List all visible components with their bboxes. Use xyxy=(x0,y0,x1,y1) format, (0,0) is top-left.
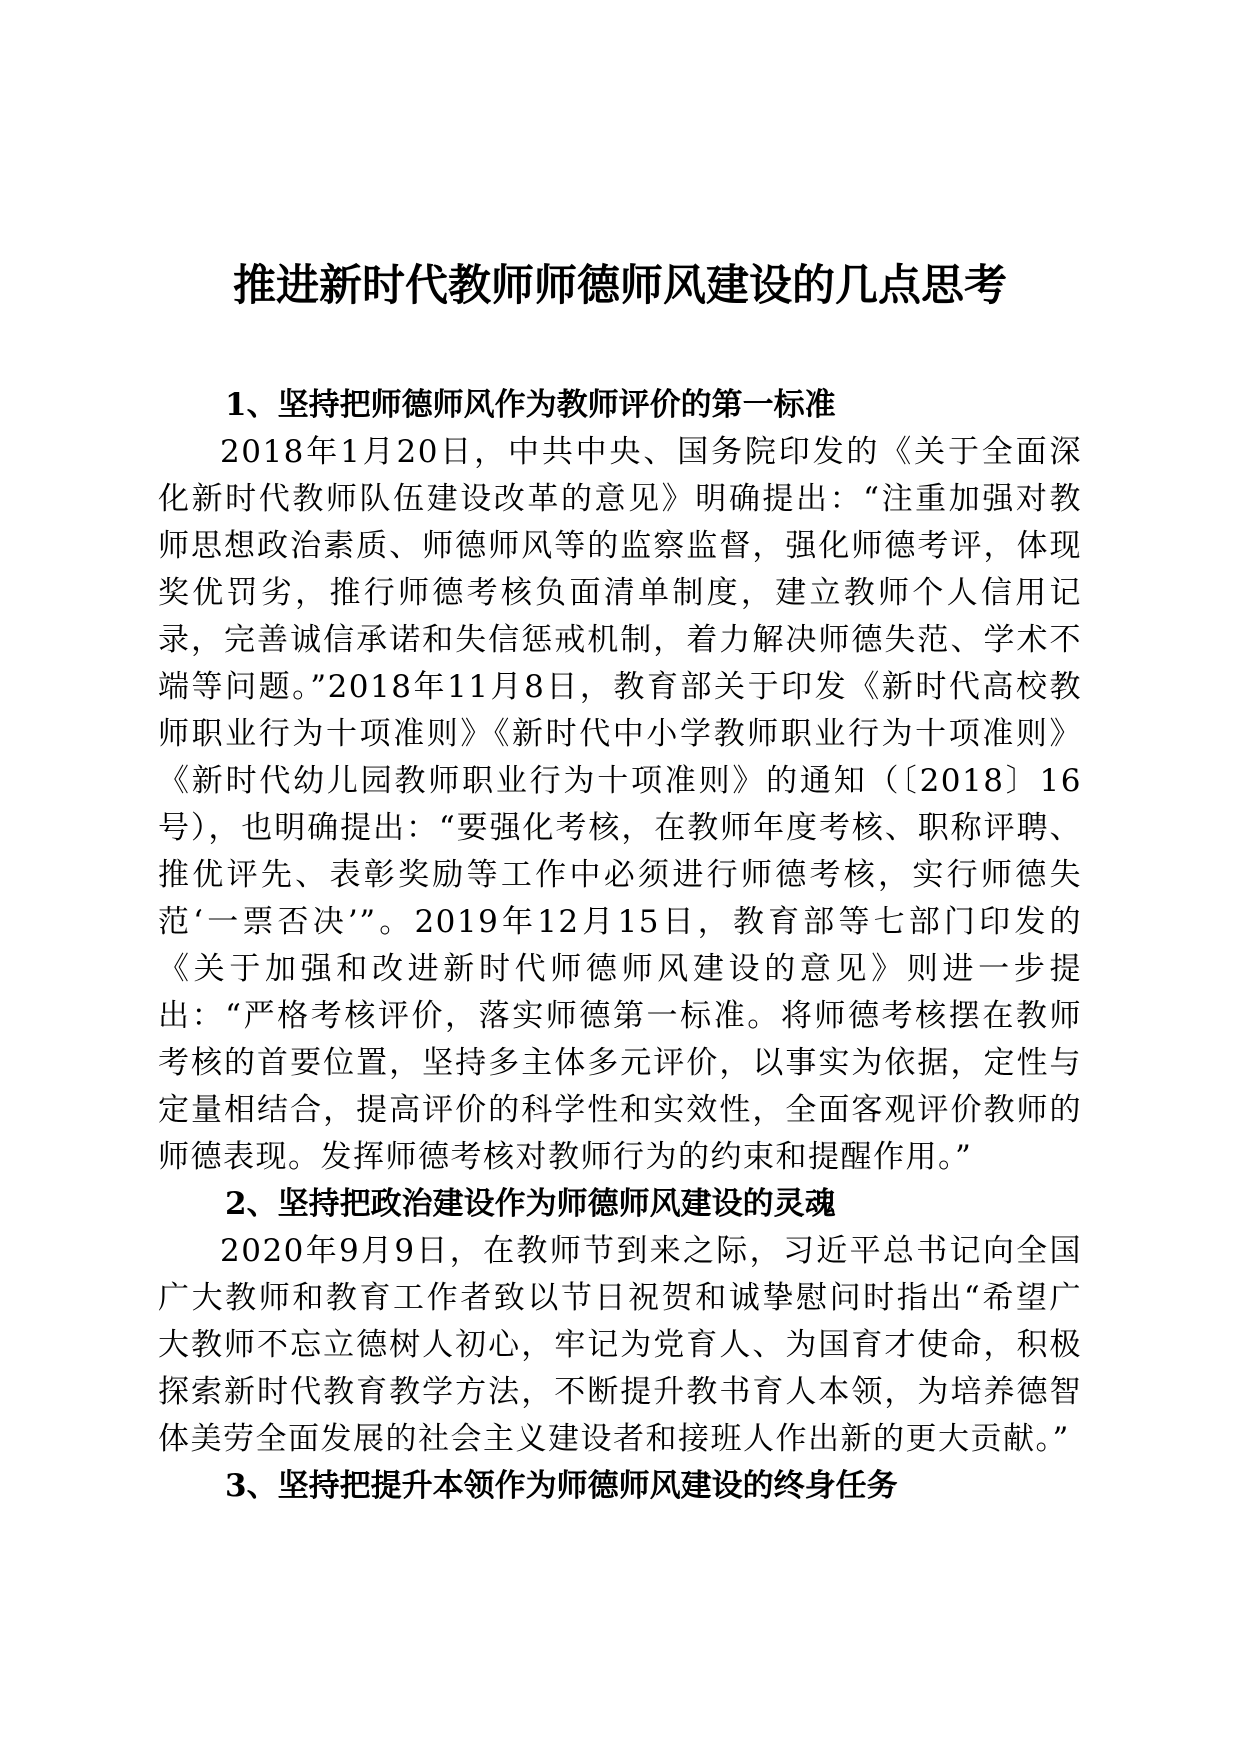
section-heading-3: 3、坚持把提升本领作为师德师风建设的终身任务 xyxy=(225,1468,898,1504)
section-heading-2: 2、坚持把政治建设作为师德师风建设的灵魂 xyxy=(225,1186,836,1222)
section-heading-1: 1、坚持把师德师风作为教师评价的第一标准 xyxy=(225,387,836,423)
document-body xyxy=(158,382,1082,1510)
document-title: 推进新时代教师师德师风建设的几点思考 xyxy=(233,261,1007,311)
section-paragraph-1: 2018年1月20日，中共中央、国务院印发的《关于全面深化新时代教师队伍建设改革的意见》明确提出：“注重加强对教师思想政治素质、师德师风等的监察监督，强化师德考评，体现奖优罚劣，推行师德考核负面清单制度，建立教师个人信用记录，完善诚信承诺和失信惩戒机制，着力解决师德失范、学术不端等问题。”2018年11月8日，教育部关于印发《新时代高校教师职业行为十项准则》《新时代中小学教师职业行为十项准则》《新时代幼儿园教师职业行为十项准则》的通知（〔2018〕16号），也明确提出：“要强化考核，在教师年度考核、职称评聘、推优评先、表彰奖励等工作中必须进行师德考核，实行师德失范‘一票否决’”。2019年12月15日，教育部等七部门印发的《关于加强和改进新时代师德师风建设的意见》则进一步提出：“严格考核评价，落实师德第一标准。将师德考核摆在教师考核的首要位置，坚持多主体多元评价，以事实为依据，定性与定量相结合，提高评价的科学性和实效性，全面客观评价教师的师德表现。发挥师德考核对教师行为的约束和提醒作用。” xyxy=(158,434,1082,1175)
section-paragraph-2: 2020年9月9日，在教师节到来之际，习近平总书记向全国广大教师和教育工作者致以节日祝贺和诚挚慰问时指出“希望广大教师不忘立德树人初心，牢记为党育人、为国育才使命，积极探索新时代教育教学方法，不断提升教书育人本领，为培养德智体美劳全面发展的社会主义建设者和接班人作出新的更大贡献。” xyxy=(158,1233,1082,1457)
